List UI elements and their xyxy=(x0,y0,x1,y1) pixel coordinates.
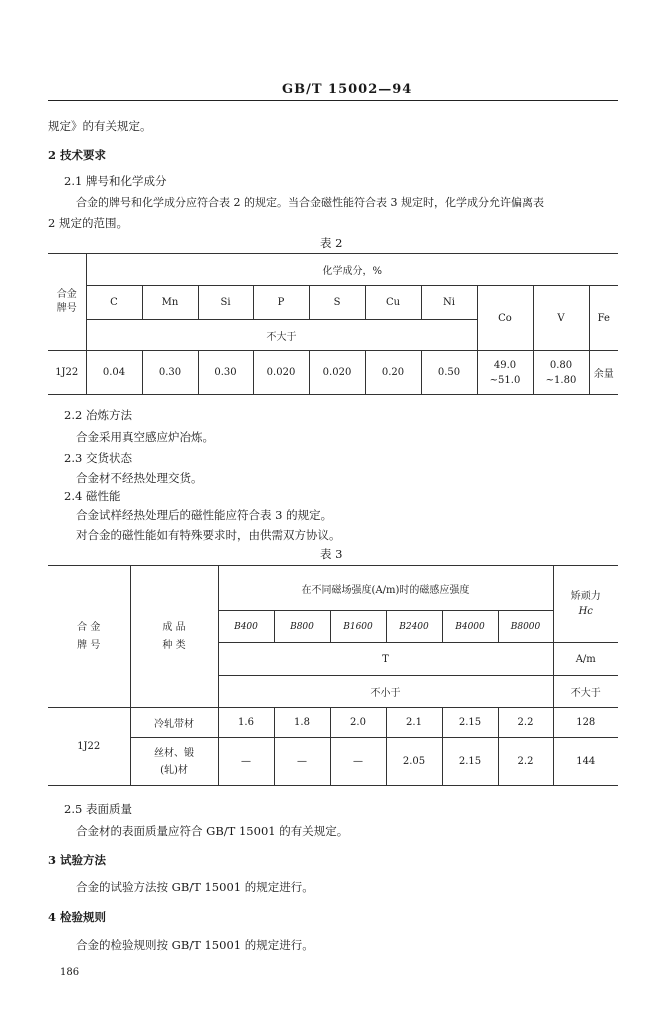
section-2-1-text-2: 2 规定的范围。 xyxy=(48,216,128,230)
section-3-title: 3 试验方法 xyxy=(48,853,107,867)
section-2-2-text: 合金采用真空感应炉冶炼。 xyxy=(76,430,214,444)
section-4-text: 合金的检验规则按 GB/T 15001 的规定进行。 xyxy=(76,938,314,952)
row-2-product-line-1: 丝材、锻 xyxy=(154,747,194,759)
table-3-row-2-product xyxy=(130,738,218,786)
section-2-2-title: 2.2 冶炼方法 xyxy=(64,408,132,422)
table-3-col-b2400: B2400 xyxy=(386,611,442,643)
section-2-5-text: 合金材的表面质量应符合 GB/T 15001 的有关规定。 xyxy=(76,824,349,838)
table-3-row-2-b800: — xyxy=(274,738,330,786)
section-2-4-text-1: 合金试样经热处理后的磁性能应符合表 3 的规定。 xyxy=(76,508,333,522)
table-2-col-cu: Cu xyxy=(365,286,421,320)
table-2-value-c: 0.04 xyxy=(86,351,142,395)
table-3-hc-header xyxy=(553,566,618,643)
table-3-row-1-product: 冷轧带材 xyxy=(130,708,218,738)
table-2-col-c: C xyxy=(86,286,142,320)
continued-line: 规定》的有关规定。 xyxy=(48,119,152,133)
table-3-row-2-b4000: 2.15 xyxy=(442,738,498,786)
section-2-title: 2 技术要求 xyxy=(48,148,107,162)
table-3-row-1-b800: 1.8 xyxy=(274,708,330,738)
table-3-col-b4000: B4000 xyxy=(442,611,498,643)
table-2-col-s: S xyxy=(309,286,365,320)
table-3-unit-t: T xyxy=(218,643,553,676)
table-2-col-mn: Mn xyxy=(142,286,198,320)
table-2-limit-label: 不大于 xyxy=(86,320,477,351)
table-2-grade-header: 合金 牌号 xyxy=(48,254,86,351)
product-header-line-2: 种 类 xyxy=(162,639,186,651)
table-3-grade-header xyxy=(48,566,130,708)
co-max: ~51.0 xyxy=(489,374,521,386)
table-2-col-co: Co xyxy=(477,286,533,351)
table-3-product-header xyxy=(130,566,218,708)
table-3-col-b400: B400 xyxy=(218,611,274,643)
section-2-1-title: 2.1 牌号和化学成分 xyxy=(64,174,167,188)
table-2-col-v: V xyxy=(533,286,589,351)
table-3-row-2-b400: — xyxy=(218,738,274,786)
table-3-grade: 1J22 xyxy=(48,708,130,786)
hc-header-label: 矫顽力 xyxy=(570,591,601,602)
section-2-1-text-1: 合金的牌号和化学成分应符合表 2 的规定。当合金磁性能符合表 3 规定时，化学成分允许偏离表 xyxy=(76,196,544,209)
table-2-col-si: Si xyxy=(198,286,253,320)
table-3-row-1-b1600: 2.0 xyxy=(330,708,386,738)
table-2-col-p: P xyxy=(253,286,309,320)
table-3 xyxy=(48,565,618,786)
grade-header-line-1: 合 金 xyxy=(77,621,101,633)
table-3-limit-max: 不大于 xyxy=(553,676,618,708)
section-2-5-title: 2.5 表面质量 xyxy=(64,802,132,816)
table-2-value-mn: 0.30 xyxy=(142,351,198,395)
table-2-value-v xyxy=(533,351,589,395)
table-3-row-2-b2400: 2.05 xyxy=(386,738,442,786)
header-rule xyxy=(48,100,618,101)
product-header-line-1: 成 品 xyxy=(162,621,186,633)
table-3-limit-min: 不小于 xyxy=(218,676,553,708)
table-2 xyxy=(48,253,618,395)
table-3-row-2-hc: 144 xyxy=(553,738,618,786)
table-2-col-fe: Fe xyxy=(589,286,618,351)
section-3-text: 合金的试验方法按 GB/T 15001 的规定进行。 xyxy=(76,880,314,894)
v-min: 0.80 xyxy=(549,359,573,371)
table-3-col-b8000: B8000 xyxy=(498,611,553,643)
v-max: ~1.80 xyxy=(545,374,577,386)
section-2-4-text-2: 对合金的磁性能如有特殊要求时，由供需双方协议。 xyxy=(76,528,341,542)
table-3-col-b1600: B1600 xyxy=(330,611,386,643)
table-2-col-ni: Ni xyxy=(421,286,477,320)
table-3-row-1-b2400: 2.1 xyxy=(386,708,442,738)
table-2-value-co xyxy=(477,351,533,395)
table-3-row-2-b1600: — xyxy=(330,738,386,786)
table-2-caption: 表 2 xyxy=(320,236,343,250)
table-2-value-ni: 0.50 xyxy=(421,351,477,395)
page-number: 186 xyxy=(60,967,80,978)
grade-header-line-2: 牌 号 xyxy=(77,639,101,651)
table-3-caption: 表 3 xyxy=(320,547,343,561)
co-min: 49.0 xyxy=(493,359,517,371)
section-4-title: 4 检验规则 xyxy=(48,910,107,924)
table-2-grade: 1J22 xyxy=(48,351,86,395)
table-2-value-cu: 0.20 xyxy=(365,351,421,395)
table-3-row-2-b8000: 2.2 xyxy=(498,738,553,786)
table-3-group-header: 在不同磁场强度(A/m)时的磁感应强度 xyxy=(218,566,553,611)
table-3-unit-am: A/m xyxy=(553,643,618,676)
row-2-product-line-2: (轧)材 xyxy=(160,764,188,776)
table-3-row-1-hc: 128 xyxy=(553,708,618,738)
section-2-4-title: 2.4 磁性能 xyxy=(64,489,121,503)
standard-code: GB/T 15002—94 xyxy=(282,82,413,97)
table-2-value-si: 0.30 xyxy=(198,351,253,395)
table-3-row-1-b8000: 2.2 xyxy=(498,708,553,738)
table-3-col-b800: B800 xyxy=(274,611,330,643)
table-2-value-s: 0.020 xyxy=(309,351,365,395)
table-2-value-fe: 余量 xyxy=(589,351,618,395)
section-2-3-title: 2.3 交货状态 xyxy=(64,451,132,465)
section-2-3-text: 合金材不经热处理交货。 xyxy=(76,471,203,485)
table-2-group-header: 化学成分，% xyxy=(86,254,618,286)
table-2-value-p: 0.020 xyxy=(253,351,309,395)
hc-symbol: Hc xyxy=(578,606,593,617)
table-3-row-1-b400: 1.6 xyxy=(218,708,274,738)
table-3-row-1-b4000: 2.15 xyxy=(442,708,498,738)
